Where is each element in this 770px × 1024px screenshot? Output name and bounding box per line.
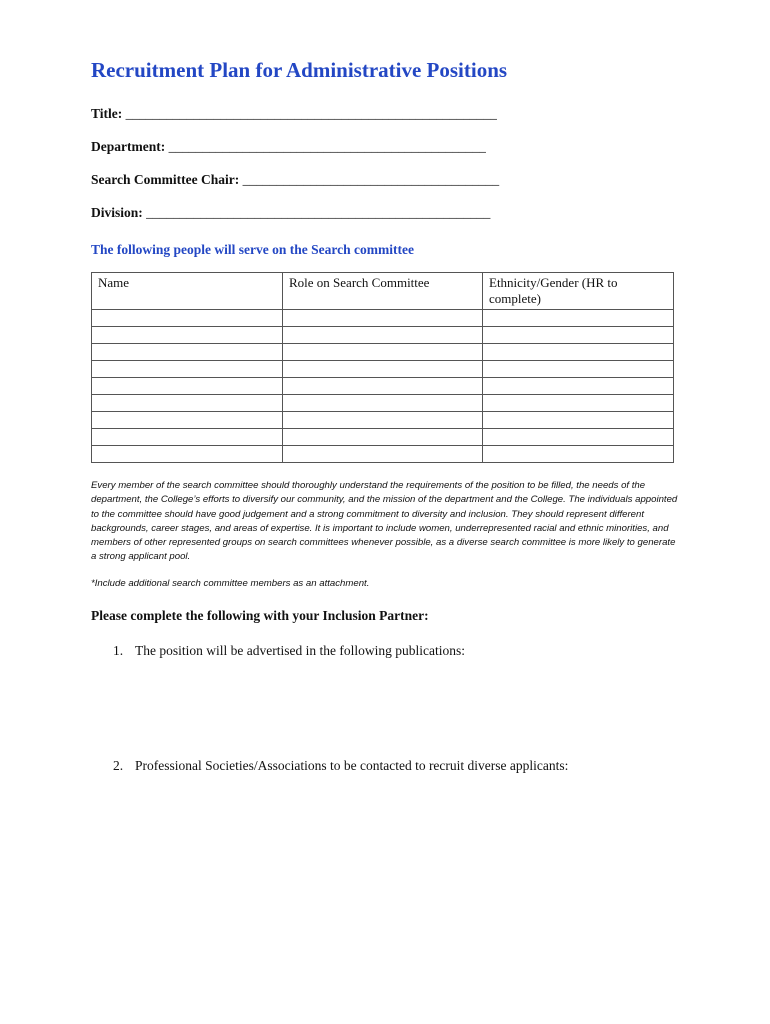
list-item-number: 1.: [113, 643, 124, 658]
page-title: Recruitment Plan for Administrative Positions: [91, 58, 508, 82]
committee-cell-ethnicity-gender[interactable]: [483, 412, 674, 429]
table-row: [92, 327, 674, 344]
committee-cell-ethnicity-gender[interactable]: [483, 344, 674, 361]
department-field-blank[interactable]: _______________________________________________: [168, 139, 486, 154]
committee-cell-role[interactable]: [283, 344, 483, 361]
search-committee-chair-field[interactable]: [91, 172, 499, 188]
committee-cell-name[interactable]: [92, 378, 283, 395]
table-row: [92, 378, 674, 395]
committee-table-body: [92, 310, 674, 463]
committee-cell-ethnicity-gender[interactable]: [483, 361, 674, 378]
list-item-publications: [113, 643, 465, 659]
division-field-blank[interactable]: ___________________________________________________: [146, 205, 491, 220]
committee-cell-ethnicity-gender[interactable]: [483, 429, 674, 446]
division-field[interactable]: [91, 205, 490, 221]
list-item-text: Professional Societies/Associations to be contacted to recruit diverse applicants:: [135, 758, 569, 773]
committee-cell-role[interactable]: [283, 361, 483, 378]
committee-cell-ethnicity-gender[interactable]: [483, 395, 674, 412]
committee-cell-role[interactable]: [283, 412, 483, 429]
committee-cell-role[interactable]: [283, 429, 483, 446]
committee-cell-role[interactable]: [283, 378, 483, 395]
table-row: [92, 446, 674, 463]
committee-cell-name[interactable]: [92, 412, 283, 429]
column-header-name: Name: [92, 273, 283, 310]
committee-cell-name[interactable]: [92, 395, 283, 412]
title-field-blank[interactable]: _______________________________________________________: [125, 106, 497, 121]
table-row: [92, 429, 674, 446]
title-field-label: Title:: [91, 106, 123, 121]
committee-cell-role[interactable]: [283, 327, 483, 344]
committee-cell-ethnicity-gender[interactable]: [483, 446, 674, 463]
search-committee-chair-field-blank[interactable]: ______________________________________: [242, 172, 500, 187]
attachment-note: *Include additional search committee members as an attachment.: [91, 578, 370, 589]
committee-cell-name[interactable]: [92, 310, 283, 327]
committee-cell-name[interactable]: [92, 344, 283, 361]
table-row: [92, 395, 674, 412]
department-field[interactable]: [91, 139, 486, 155]
committee-cell-role[interactable]: [283, 395, 483, 412]
table-row: [92, 310, 674, 327]
committee-cell-ethnicity-gender[interactable]: [483, 310, 674, 327]
committee-cell-name[interactable]: [92, 446, 283, 463]
division-field-label: Division:: [91, 205, 143, 220]
committee-guidance-note: Every member of the search committee should thoroughly understand the requirements of the position to be filled, the needs of the department, the College’s efforts to diversify our community, and the mission of the department and the College. The individuals appointed to the committee should have good judgement and a strong commitment to diversity and inclusion. They should represent different backgrounds, career stages, and areas of expertise. It is important to include women, underrepresented racial and ethnic minorities, and members of other represented groups on search committees whenever possible, as a diverse search committee is more likely to generate a strong applicant pool.: [91, 480, 678, 563]
list-item-professional-societies: [113, 758, 568, 774]
department-field-label: Department:: [91, 139, 166, 154]
inclusion-partner-heading: Please complete the following with your Inclusion Partner:: [91, 608, 429, 623]
list-item-number: 2.: [113, 758, 124, 773]
committee-table: [91, 272, 674, 463]
committee-cell-name[interactable]: [92, 429, 283, 446]
committee-cell-role[interactable]: [283, 446, 483, 463]
committee-cell-name[interactable]: [92, 361, 283, 378]
table-row: [92, 344, 674, 361]
committee-cell-name[interactable]: [92, 327, 283, 344]
committee-cell-ethnicity-gender[interactable]: [483, 327, 674, 344]
title-field[interactable]: [91, 106, 497, 122]
column-header-role: Role on Search Committee: [283, 273, 483, 310]
search-committee-chair-field-label: Search Committee Chair:: [91, 172, 240, 187]
committee-cell-ethnicity-gender[interactable]: [483, 378, 674, 395]
table-row: [92, 412, 674, 429]
committee-table-header-row: [92, 273, 674, 310]
committee-heading: The following people will serve on the Search committee: [91, 242, 414, 257]
column-header-ethnicity-gender: Ethnicity/Gender (HR to complete): [483, 273, 674, 310]
committee-cell-role[interactable]: [283, 310, 483, 327]
table-row: [92, 361, 674, 378]
list-item-text: The position will be advertised in the following publications:: [135, 643, 465, 658]
